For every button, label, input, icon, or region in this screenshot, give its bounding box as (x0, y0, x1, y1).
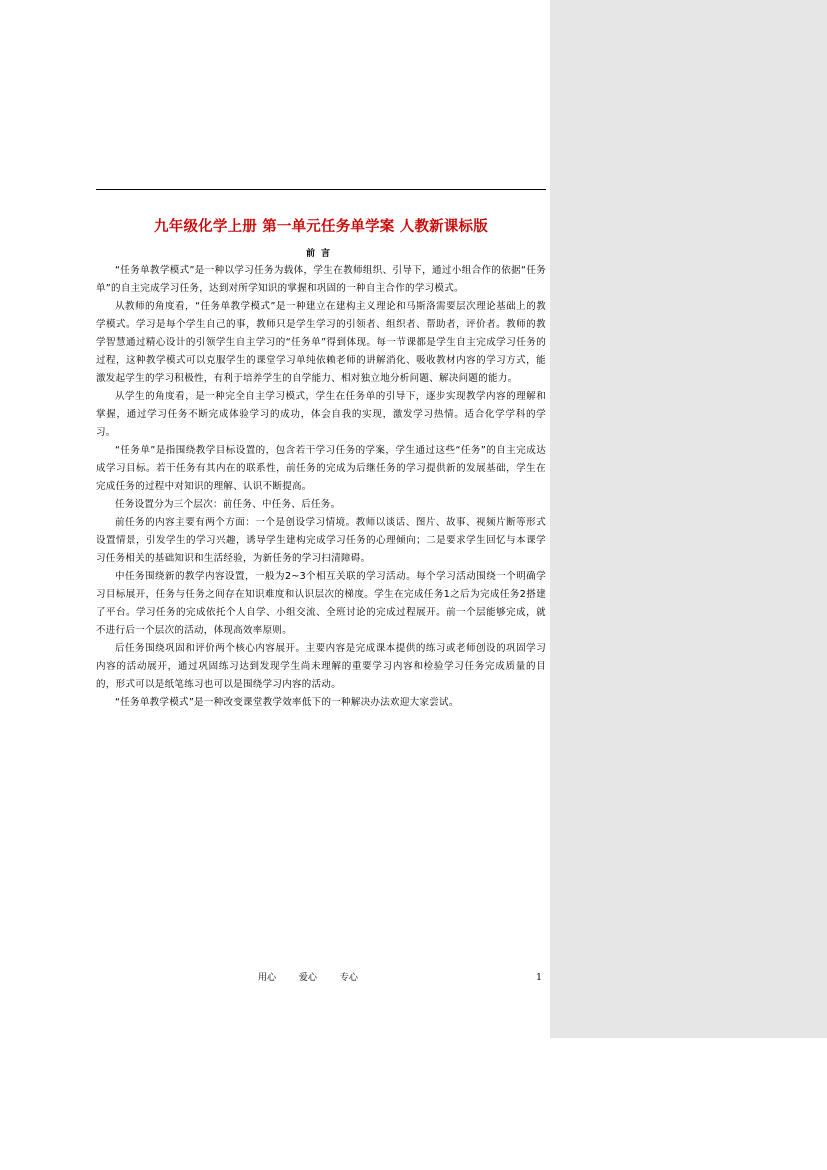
section-heading: 前言 (305, 249, 336, 259)
paragraph: 中任务围绕新的教学内容设置，一般为2~3个相互关联的学习活动。每个学习活动围绕一个明确学习目标展开，任务与任务之间存在知识难度和认识层次的梯度。学生在完成任务1之后为完成任务2搭建了平台。学习任务的完成依托个人自学、小组交流、全班讨论的完成过程展开。前一个层能够完成，就不进行后一个层次的活动，体现高效率原则。 (96, 571, 546, 636)
page-footer (258, 970, 358, 983)
header-rule (96, 189, 546, 190)
paragraph: 从学生的角度看，是一种完全自主学习模式，学生在任务单的引导下，逐步实现教学内容的理解和掌握，通过学习任务不断完成体验学习的成功，体会自我的实现，激发学习热情。适合化学学科的学习。 (96, 391, 546, 438)
paragraph: 前任务的内容主要有两个方面：一个是创设学习情境。教师以谈话、图片、故事、视频片断等形式设置情景，引发学生的学习兴趣，诱导学生建构完成学习任务的心理倾向；二是要求学生回忆与本课学习任务相关的基础知识和生活经验，为新任务的学习扫清障碍。 (96, 517, 546, 564)
paragraph: 从教师的角度看，“任务单教学模式”是一种建立在建构主义理论和马斯洛需要层次理论基础上的教学模式。学习是每个学生自己的事，教师只是学生学习的引领者、组织者、帮助者，评价者。教师的教学智慧通过精心设计的引领学生自主学习的“任务单”得到体现。每一节课都是学生自主完成学习任务的过程，这种教学模式可以克服学生的课堂学习单纯依赖老师的讲解消化、吸收教材内容的学习方式，能激发起学生的学习积极性，有利于培养学生的自学能力、相对独立地分析问题、解决问题的能力。 (96, 301, 546, 384)
paragraph: 任务设置分为三个层次：前任务、中任务、后任务。 (115, 499, 341, 510)
footer-item: 爱心 (298, 973, 317, 983)
footer-item: 用心 (258, 973, 277, 983)
comment-pane (550, 0, 827, 1038)
document-title: 九年级化学上册 第一单元任务单学案 人教新课标版 (154, 218, 488, 235)
paragraph: “任务单教学模式”是一种改变课堂教学效率低下的一种解决办法欢迎大家尝试。 (115, 697, 459, 708)
paragraph: “任务单”是指围绕教学目标设置的，包含若干学习任务的学案，学生通过这些“任务”的自主完成达成学习目标。若干任务有其内在的联系性，前任务的完成为后继任务的学习提供新的发展基础，学生在完成任务的过程中对知识的理解、认识不断提高。 (96, 445, 546, 492)
footer-item: 专心 (339, 973, 358, 983)
paragraph: 后任务围绕巩固和评价两个核心内容展开。主要内容是完成课本提供的练习或老师创设的巩固学习内容的活动展开，通过巩固练习达到发现学生尚未理解的重要学习内容和检验学习任务完成质量的目的，形式可以是纸笔练习也可以是围绕学习内容的活动。 (96, 643, 546, 690)
paragraph: “任务单教学模式”是一种以学习任务为载体，学生在教师组织、引导下，通过小组合作的依据“任务单”的自主完成学习任务，达到对所学知识的掌握和巩固的一种自主合作的学习模式。 (96, 265, 546, 294)
page-number: 1 (536, 972, 543, 983)
body-text (96, 262, 546, 712)
